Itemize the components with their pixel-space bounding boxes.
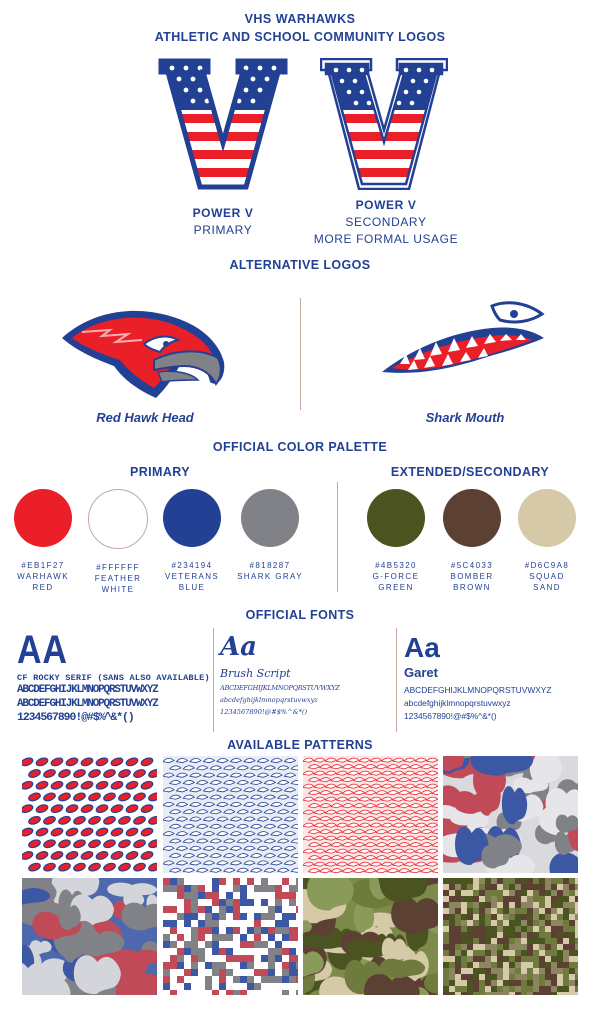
primary-logo-name: POWER V <box>192 206 254 220</box>
font1-upper: ABCDEFGHIJKLMNOPQRSTUVWXYZ <box>17 684 158 696</box>
extended-swatch-2 <box>507 489 587 593</box>
color-name: G-FORCE <box>372 572 420 581</box>
font3-upper: ABCDEFGHIJKLMNOPQRSTUVWXYZ <box>404 685 552 695</box>
font1-numbers: 1234567890!@#$%^&*() <box>17 712 134 724</box>
red-hawk-head-icon <box>58 300 230 400</box>
color-hex: #818287 <box>249 561 291 570</box>
color-circle <box>443 489 501 547</box>
color-name: BROWN <box>453 583 491 592</box>
secondary-logo-sub: SECONDARY <box>345 215 427 229</box>
page-subtitle: ATHLETIC AND SCHOOL COMMUNITY LOGOS <box>154 30 446 44</box>
primary-swatch-2 <box>152 489 232 593</box>
primary-palette-title: PRIMARY <box>130 465 190 479</box>
red-shark-pattern-icon <box>303 756 438 873</box>
font2-upper: ABCDEFGHIJKLMNOPQRSTUVWXYZ <box>220 684 340 692</box>
palette-divider <box>337 482 338 592</box>
color-name: SQUAD <box>529 572 565 581</box>
page-title: VHS WARHAWKS <box>244 12 356 26</box>
patterns-title: AVAILABLE PATTERNS <box>227 738 373 752</box>
color-circle <box>241 489 299 547</box>
font2-lower: abcdefghijklmnopqrstuvwxyz <box>220 696 318 704</box>
font3-name: Garet <box>404 665 438 680</box>
color-label <box>507 560 587 593</box>
color-name: BOMBER <box>450 572 494 581</box>
color-name: WARHAWK <box>17 572 69 581</box>
color-circle <box>163 489 221 547</box>
font-divider-1 <box>213 628 214 732</box>
color-circle <box>518 489 576 547</box>
shark-mouth-icon <box>380 296 548 388</box>
font-rocky-serif-block <box>17 630 212 725</box>
color-name: FEATHER <box>94 574 142 583</box>
hawk-head-pattern-icon <box>22 756 157 873</box>
font2-name: Brush Script <box>220 667 291 680</box>
color-hex: #FFFFFF <box>96 563 140 572</box>
color-circle <box>367 489 425 547</box>
color-circle <box>14 489 72 547</box>
primary-swatch-3 <box>230 489 310 582</box>
color-label <box>152 560 232 593</box>
primary-swatch-0 <box>3 489 83 593</box>
color-hex: #234194 <box>171 561 213 570</box>
extended-swatch-1 <box>432 489 512 593</box>
color-name: SHARK GRAY <box>237 572 303 581</box>
font-brush-script-block <box>220 632 385 718</box>
blue-camo-pattern-icon <box>22 878 157 995</box>
extended-swatch-0 <box>356 489 436 593</box>
color-hex: #4B5320 <box>375 561 417 570</box>
secondary-logo-name: POWER V <box>355 198 417 212</box>
font1-sample: AA <box>17 628 68 672</box>
color-hex: #5C4033 <box>450 561 494 570</box>
color-palette-title: OFFICIAL COLOR PALETTE <box>212 440 388 454</box>
primary-logo-caption <box>158 205 288 239</box>
font3-lower: abcdefghijklmnopqrstuvwxyz <box>404 698 511 708</box>
color-hex: #D6C9A8 <box>524 561 570 570</box>
color-name: SAND <box>533 583 561 592</box>
shark-logo-label: Shark Mouth <box>425 410 505 425</box>
color-circle <box>88 489 148 549</box>
shark-pattern-icon <box>163 756 298 873</box>
color-name: VETERANS <box>164 572 220 581</box>
red-blue-camo-pattern-icon <box>443 756 578 873</box>
color-name: WHITE <box>101 585 135 594</box>
color-label <box>78 562 158 595</box>
primary-swatch-1 <box>78 489 158 595</box>
color-label <box>356 560 436 593</box>
color-label <box>230 560 310 582</box>
font1-name: CF ROCKY SERIF (SANS ALSO AVAILABLE) <box>17 673 210 683</box>
color-name: BLUE <box>178 583 206 592</box>
secondary-logo-sub2: MORE FORMAL USAGE <box>313 232 459 246</box>
font3-sample: Aa <box>404 632 440 663</box>
font-divider-2 <box>396 628 397 732</box>
color-hex: #EB1F27 <box>21 561 65 570</box>
font1-lower: ABCDEFGHIJKLMNOPQRSTUVWXYZ <box>17 698 158 710</box>
alternative-logos-title: ALTERNATIVE LOGOS <box>229 258 371 272</box>
primary-logo-sub: PRIMARY <box>193 223 253 237</box>
font-garet-block <box>404 632 594 723</box>
extended-palette-title: EXTENDED/SECONDARY <box>390 465 550 479</box>
secondary-logo-caption <box>300 197 472 248</box>
color-label <box>432 560 512 593</box>
alt-logo-divider <box>300 298 301 410</box>
fonts-title: OFFICIAL FONTS <box>245 608 355 622</box>
font2-sample: Aa <box>220 632 258 662</box>
font3-numbers: 1234567890!@#$%^&*() <box>404 711 497 721</box>
flag-letter-v-outlined-icon <box>320 58 448 190</box>
woodland-camo-pattern-icon <box>303 878 438 995</box>
hawk-logo-label: Red Hawk Head <box>96 410 194 425</box>
color-name: GREEN <box>378 583 414 592</box>
digital-camo-pattern-icon <box>163 878 298 995</box>
font2-numbers: 1234567890!@#$%^&*() <box>220 708 308 716</box>
digital-woodland-camo-pattern-icon <box>443 878 578 995</box>
color-label <box>3 560 83 593</box>
flag-letter-v-icon <box>158 58 288 190</box>
color-name: RED <box>32 583 54 592</box>
